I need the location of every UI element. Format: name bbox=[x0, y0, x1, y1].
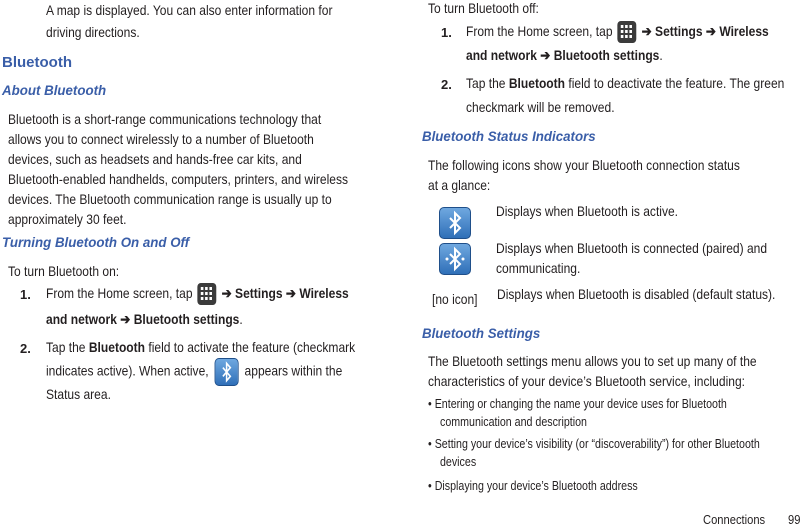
status-indicators-heading: Bluetooth Status Indicators bbox=[422, 128, 596, 144]
left-step-2-line-3: Status area. bbox=[46, 386, 111, 402]
settings-intro: The Bluetooth settings menu allows you to set up many of the characteristics of your device’s Bluetooth service, including: bbox=[428, 353, 757, 389]
turn-off-intro: To turn Bluetooth off: bbox=[428, 0, 539, 16]
left-step-2-line-2: indicates active). When active, appears within the bbox=[46, 358, 391, 386]
indicator-disabled-text: Displays when Bluetooth is disabled (default status). bbox=[497, 286, 776, 302]
bullet-1: • Entering or changing the name your device uses for Bluetooth communication and description bbox=[428, 396, 727, 429]
bluetooth-icon bbox=[215, 358, 239, 386]
left-step-2-line-1: Tap the Bluetooth field to activate the feature (checkmark bbox=[46, 339, 356, 355]
bullet-3: • Displaying your device’s Bluetooth address bbox=[428, 478, 638, 493]
left-step-1-line-2: and network ➔ Bluetooth settings. bbox=[46, 311, 243, 327]
apps-grid-icon bbox=[618, 21, 637, 43]
indicator-active-text: Displays when Bluetooth is active. bbox=[496, 203, 679, 219]
left-step-2-number: 2. bbox=[20, 341, 31, 356]
left-step-1-number: 1. bbox=[20, 287, 31, 302]
status-intro: The following icons show your Bluetooth connection status at a glance: bbox=[428, 157, 740, 193]
intro-line-1: A map is displayed. You can also enter information for bbox=[46, 2, 333, 18]
page-number: 99 bbox=[788, 512, 801, 527]
footer-section: Connections bbox=[703, 512, 766, 527]
right-step-2-line-1: Tap the Bluetooth field to deactivate the feature. The green bbox=[466, 75, 785, 91]
bullet-2: • Setting your device’s visibility (or “discoverability”) for other Bluetooth devices bbox=[428, 436, 760, 469]
indicator-connected-text: Displays when Bluetooth is connected (paired) and communicating. bbox=[496, 240, 768, 276]
bluetooth-heading: Bluetooth bbox=[2, 54, 72, 71]
about-paragraph: Bluetooth is a short-range communications technology that allows you to connect wirelessly to a number of Bluetooth devices, such as headsets and hands-free car kits, and Bluetooth-enabled handhelds, computers, printers, and wireless devices. The Bluetooth communication range is usually up to approximately 30 feet. bbox=[8, 111, 348, 227]
right-step-2-line-2: checkmark will be removed. bbox=[466, 99, 615, 115]
left-step-1-line-1: From the Home screen, tap ➔ Settings ➔ Wireless bbox=[46, 283, 398, 305]
no-icon-label: [no icon] bbox=[432, 291, 478, 307]
right-step-1-line-1: From the Home screen, tap ➔ Settings ➔ Wireless bbox=[466, 21, 804, 43]
bluetooth-icon bbox=[439, 207, 471, 239]
bluetooth-connected-icon bbox=[439, 243, 471, 275]
bluetooth-settings-heading: Bluetooth Settings bbox=[422, 325, 541, 341]
right-step-1-line-2: and network ➔ Bluetooth settings. bbox=[466, 47, 663, 63]
turning-on-off-heading: Turning Bluetooth On and Off bbox=[2, 234, 190, 250]
right-step-2-number: 2. bbox=[441, 77, 452, 92]
intro-line-2: driving directions. bbox=[46, 24, 140, 40]
turn-on-intro: To turn Bluetooth on: bbox=[8, 263, 120, 279]
about-bluetooth-heading: About Bluetooth bbox=[2, 82, 107, 98]
right-step-1-number: 1. bbox=[441, 25, 452, 40]
apps-grid-icon bbox=[198, 283, 217, 305]
